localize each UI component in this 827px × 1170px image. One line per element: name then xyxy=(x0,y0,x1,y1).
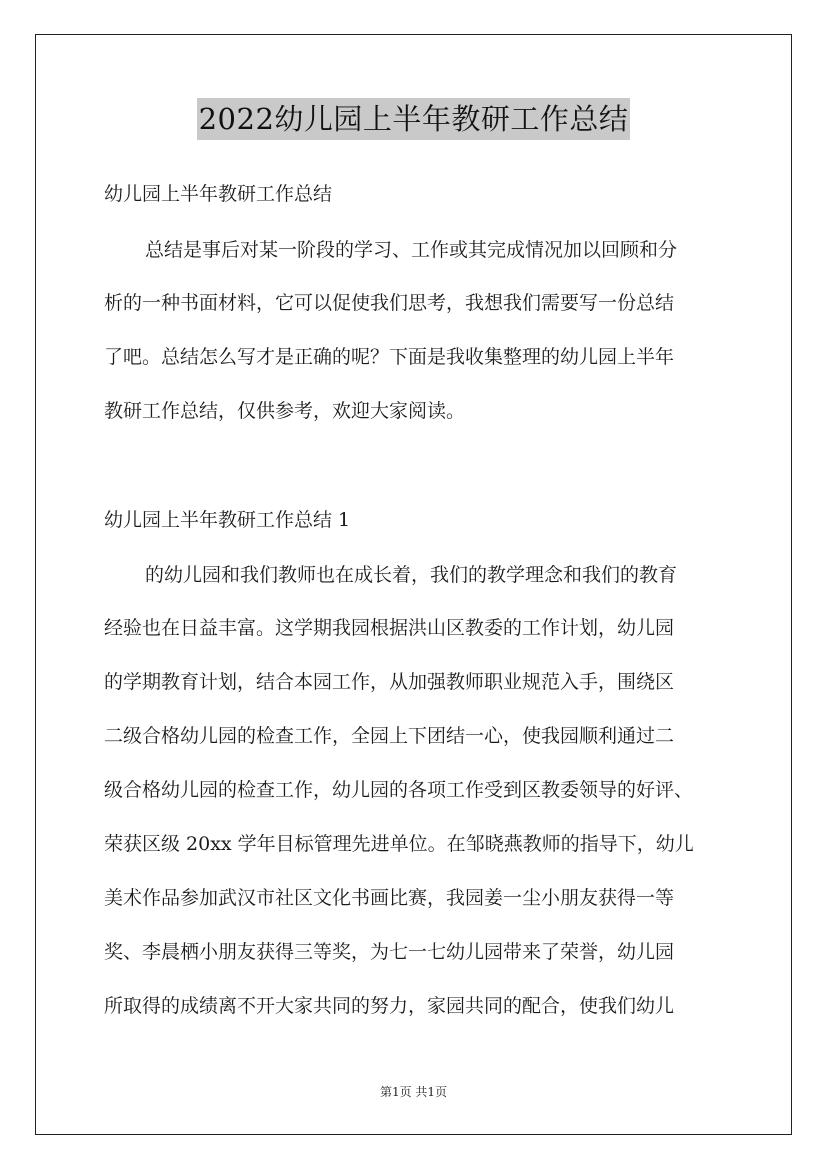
body-line-2: 经验也在日益丰富。这学期我园根据洪山区教委的工作计划，幼儿园 xyxy=(104,617,675,639)
intro-line-2: 析的一种书面材料，它可以促使我们思考，我想我们需要写一份总结 xyxy=(104,292,675,314)
document-subtitle: 幼儿园上半年教研工作总结 xyxy=(104,183,333,205)
body-line-1: 的幼儿园和我们教师也在成长着，我们的教学理念和我们的教育 xyxy=(145,564,678,586)
document-title: 2022幼儿园上半年教研工作总结 xyxy=(197,98,631,140)
body-line-6: 荣获区级 20xx 学年目标管理先进单位。在邹晓燕教师的指导下，幼儿 xyxy=(104,833,694,855)
body-line-7: 美术作品参加武汉市社区文化书画比赛，我园姜一尘小朋友获得一等 xyxy=(104,887,675,909)
title-container xyxy=(0,98,827,140)
intro-line-4: 教研工作总结，仅供参考，欢迎大家阅读。 xyxy=(104,400,466,422)
body-line-9: 所取得的成绩离不开大家共同的努力，家园共同的配合，使我们幼儿 xyxy=(104,995,675,1017)
section-heading: 幼儿园上半年教研工作总结 1 xyxy=(104,509,351,531)
body-line-8: 奖、李晨栖小朋友获得三等奖，为七一七幼儿园带来了荣誉，幼儿园 xyxy=(104,941,675,963)
body-line-4: 二级合格幼儿园的检查工作，全园上下团结一心，使我园顺利通过二 xyxy=(104,725,675,747)
body-line-3: 的学期教育计划，结合本园工作，从加强教师职业规范入手，围绕区 xyxy=(104,671,675,693)
intro-line-3: 了吧。总结怎么写才是正确的呢？下面是我收集整理的幼儿园上半年 xyxy=(104,346,675,368)
intro-line-1: 总结是事后对某一阶段的学习、工作或其完成情况加以回顾和分 xyxy=(145,239,678,261)
page-footer: 第1页 共1页 xyxy=(379,1085,448,1099)
body-line-5: 级合格幼儿园的检查工作，幼儿园的各项工作受到区教委领导的好评、 xyxy=(104,779,694,801)
